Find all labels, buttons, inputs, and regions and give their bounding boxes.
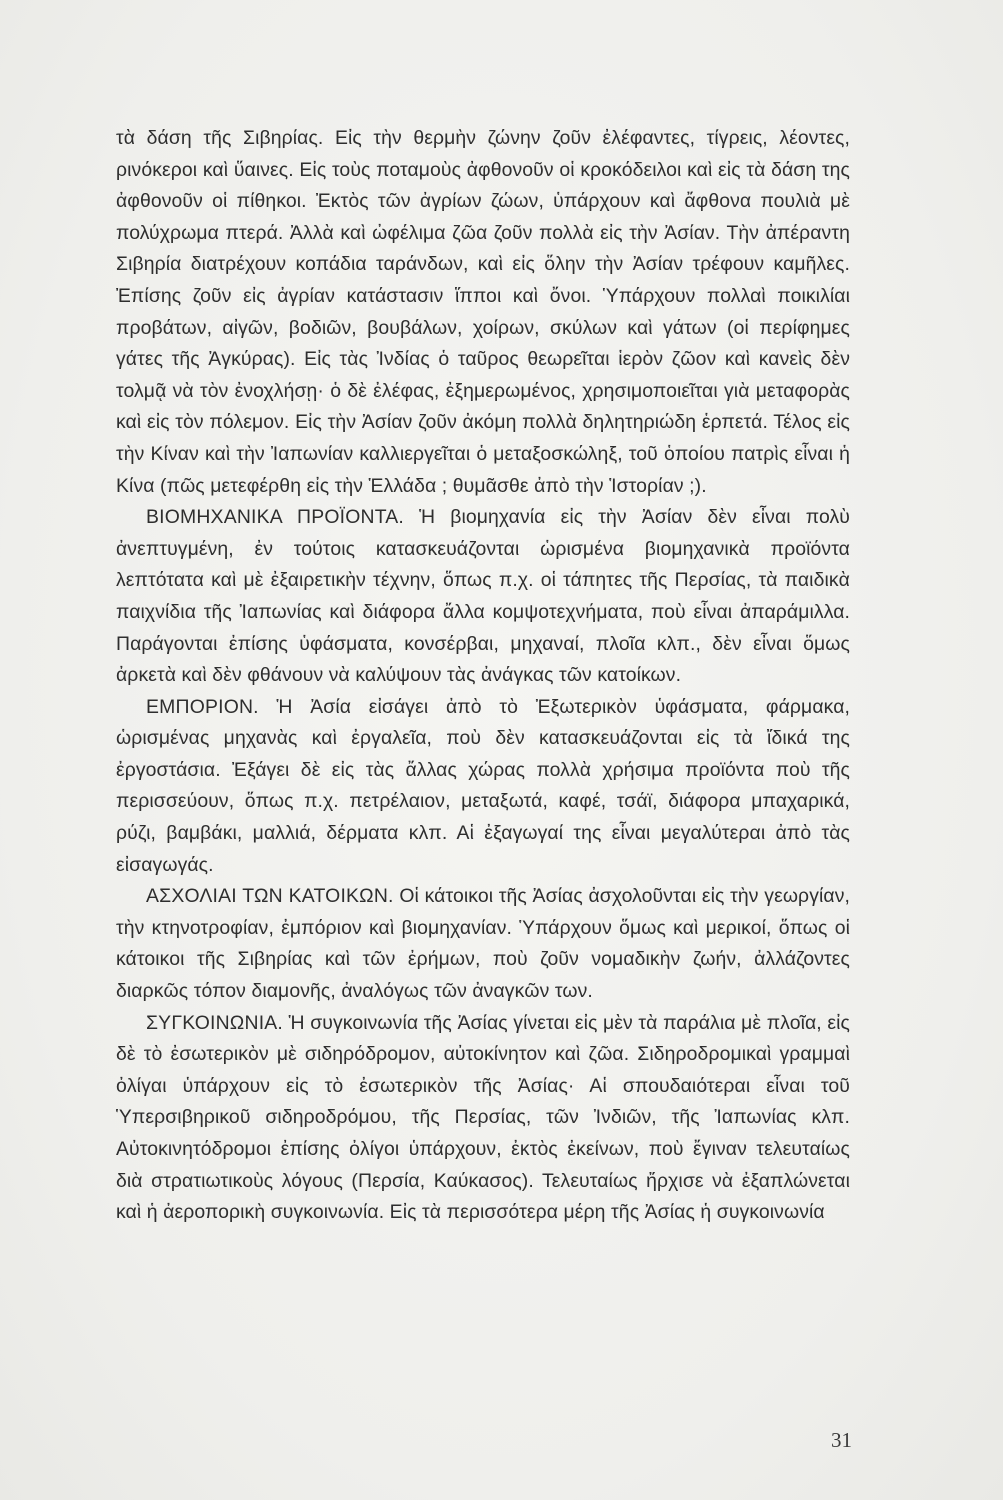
paragraph-transport <box>116 1008 850 1229</box>
paragraph-text: Ἡ Ἀσία εἰσάγει ἀπὸ τὸ Ἐξωτερικὸν ὑφάσματα, φάρμακα, ὡρισμένας μηχανὰς καὶ ἐργαλεῖα, ποὺ δὲν κατασκευάζονται εἰς τὰ ἴδικά της ἐργοστάσια. Ἐξάγει δὲ εἰς τὰς ἄλλας χώρας πολλὰ χρήσιμα προϊόντα ποὺ τῆς περισσεύουν, ὅπως π.χ. πετρέλαιον, μεταξωτά, καφέ, τσάϊ, διάφορα μπαχαρικά, ρύζι, βαμβάκι, μαλλιά, δέρματα κλπ. Αἱ ἐξαγωγαί της εἶναι μεγαλύτεραι ἀπὸ τὰς εἰσαγωγάς. <box>116 695 850 876</box>
section-heading: ΣΥΓΚΟΙΝΩΝΙΑ. <box>146 1011 284 1034</box>
section-heading: ΑΣΧΟΛΙΑΙ ΤΩΝ ΚΑΤΟΙΚΩΝ. <box>146 885 394 908</box>
paragraph-text: Οἱ κάτοικοι τῆς Ἀσίας ἀσχολοῦνται εἰς τὴν γεωργίαν, τὴν κτηνοτροφίαν, ἐμπόριον καὶ βιομηχανίαν. Ὑπάρχουν ὅμως καὶ μερικοί, ὅπως οἱ κάτοικοι τῆς Σιβηρίας καὶ τῶν ἐρήμων, ποὺ ζοῦν νομαδικὴν ζωήν, ἀλλάζοντες διαρκῶς τόπον διαμονῆς, ἀναλόγως τῶν ἀναγκῶν των. <box>116 885 850 1003</box>
paragraph-occupations <box>116 881 850 1007</box>
section-heading: ΒΙΟΜΗΧΑΝΙΚΑ ΠΡΟΪΟΝΤΑ. <box>146 506 405 529</box>
paragraph-text: Ἡ συγκοινωνία τῆς Ἀσίας γίνεται εἰς μὲν τὰ παράλια μὲ πλοῖα, εἰς δὲ τὸ ἐσωτερικὸν μὲ σιδηρόδρομον, αὐτοκίνητον καὶ ζῶα. Σιδηροδρομικαὶ γραμμαὶ ὀλίγαι ὑπάρχουν εἰς τὸ ἐσωτερικὸν τῆς Ἀσίας· Αἱ σπουδαιότεραι εἶναι τοῦ Ὑπερσιβηρικοῦ σιδηροδρόμου, τῆς Περσίας, τῶν Ἰνδιῶν, τῆς Ἰαπωνίας κλπ. Αὐτοκινητόδρομοι ἐπίσης ὀλίγοι ὑπάρχουν, ἐκτὸς ἐκείνων, ποὺ ἔγιναν τελευταίως διὰ στρατιωτικοὺς λόγους (Περσία, Καύκασος). Τελευταίως ἤρχισε νὰ ἐξαπλώνεται καὶ ἡ ἀεροπορικὴ συγκοινωνία. Εἰς τὰ περισσότερα μέρη τῆς Ἀσίας ἡ συγκοινωνία <box>116 1011 850 1224</box>
paragraph-text: τὰ δάση τῆς Σιβηρίας. Εἰς τὴν θερμὴν ζώνην ζοῦν ἐλέφαντες, τίγρεις, λέοντες, ρινόκεροι καὶ ὕαινες. Εἰς τοὺς ποταμοὺς ἀφθονοῦν οἱ κροκόδειλοι καὶ εἰς τὰ δάση της ἀφθονοῦν οἱ πίθηκοι. Ἐκτὸς τῶν ἀγρίων ζώων, ὑπάρχουν καὶ ἄφθονα πουλιὰ μὲ πολύχρωμα πτερά. Ἀλλὰ καὶ ὠφέλιμα ζῶα ζοῦν πολλὰ εἰς τὴν Ἀσίαν. Τὴν ἀπέραντη Σιβηρία διατρέχουν κοπάδια ταράνδων, καὶ εἰς ὅλην τὴν Ἀσίαν τρέφουν καμῆλες. Ἐπίσης ζοῦν εἰς ἀγρίαν κατάστασιν ἵπποι καὶ ὄνοι. Ὑπάρχουν πολλαὶ ποικιλίαι προβάτων, αἰγῶν, βοδιῶν, βουβάλων, χοίρων, σκύλων καὶ γάτων (οἱ περίφημες γάτες τῆς Ἀγκύρας). Εἰς τὰς Ἰνδίας ὁ ταῦρος θεωρεῖται ἱερὸν ζῶον καὶ κανεὶς δὲν τολμᾷ νὰ τὸν ἐνοχλήσῃ· ὁ δὲ ἐλέφας, ἐξημερωμένος, χρησιμοποιεῖται γιὰ μεταφορὰς καὶ εἰς τὸν πόλεμον. Εἰς τὴν Ἀσίαν ζοῦν ἀκόμη πολλὰ δηλητηριώδη ἑρπετά. Τέλος εἰς τὴν Κίναν καὶ τὴν Ἰαπωνίαν καλλιεργεῖται ὁ μεταξοσκώληξ, τοῦ ὁποίου πατρὶς εἶναι ἡ Κίνα (πῶς μετεφέρθη εἰς τὴν Ἑλλάδα ; θυμᾶσθε ἀπὸ τὴν Ἱστορίαν ;). <box>116 127 850 497</box>
paragraph-fauna <box>116 123 850 502</box>
page-number: 31 <box>831 1428 852 1452</box>
paragraph-industrial-products <box>116 502 850 692</box>
paragraph-trade <box>116 692 850 882</box>
body-text <box>116 123 850 1229</box>
paragraph-text: Ἡ βιομηχανία εἰς τὴν Ἀσίαν δὲν εἶναι πολὺ ἀνεπτυγμένη, ἐν τούτοις κατασκευάζονται ὡρισμένα βιομηχανικὰ προϊόντα λεπτότατα καὶ μὲ ἐξαιρετικὴν τέχνην, ὅπως π.χ. οἱ τάπητες τῆς Περσίας, τὰ παιδικὰ παιχνίδια τῆς Ἰαπωνίας καὶ διάφορα ἄλλα κομψοτεχνήματα, ποὺ εἶναι ἀπαράμιλλα. Παράγονται ἐπίσης ὑφάσματα, κονσέρβαι, μηχαναί, πλοῖα κλπ., δὲν εἶναι ὅμως ἀρκετὰ καὶ δὲν φθάνουν νὰ καλύψουν τὰς ἀνάγκας τῶν κατοίκων. <box>116 506 850 687</box>
section-heading: ΕΜΠΟΡΙΟΝ. <box>146 695 259 718</box>
